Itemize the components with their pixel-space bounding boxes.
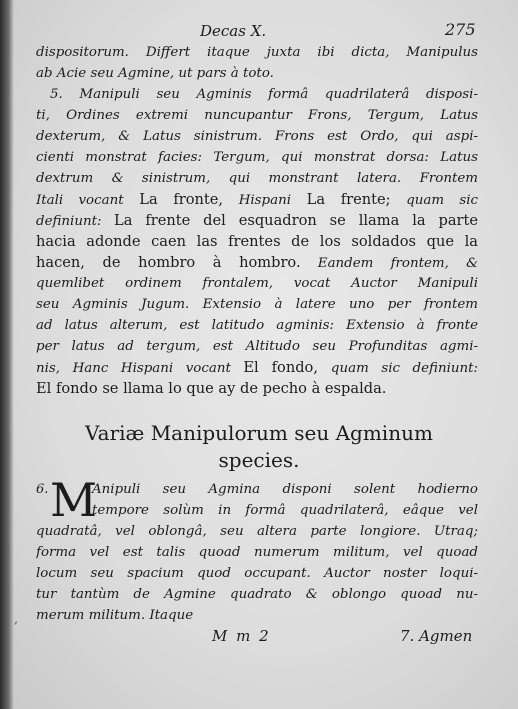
text-line: ad latus alterum, est latitudo agminis: Extensio à fronte xyxy=(36,318,478,333)
text-line xyxy=(36,252,478,273)
text-line: cienti monstrat facies: Tergum, qui monstrat dorsa: Latus xyxy=(36,150,478,165)
text-line: 5. Manipuli seu Agminis formâ quadrilaterâ disposi- xyxy=(50,87,478,102)
text-line: per latus ad tergum, est Altitudo seu Profunditas agmi- xyxy=(36,339,478,354)
text-line: forma vel est talis quoad numerum militum, vel quoad xyxy=(36,545,478,560)
text-line xyxy=(36,210,478,231)
text-fragment: El fondo, xyxy=(243,359,331,376)
text-line: ti, Ordines extremi nuncupantur Frons, Tergum, Latus xyxy=(36,108,478,123)
text-line: quadratâ, vel oblongâ, seu altera parte longiore. Utraq; xyxy=(36,524,478,539)
text-line xyxy=(36,357,478,378)
page-number: 275 xyxy=(445,20,476,39)
text-fragment: Itali vocant xyxy=(36,193,124,208)
text-line xyxy=(36,189,478,210)
text-fragment: definiunt: xyxy=(36,214,115,229)
text-line: tempore solùm in formâ quadrilaterâ, eâque vel xyxy=(92,503,478,518)
page-header xyxy=(0,20,518,44)
text-line: El fondo se llama lo que ay de pecho à espalda. xyxy=(36,380,387,397)
drop-capital: M xyxy=(50,473,98,527)
text-fragment: La frente; xyxy=(291,191,407,208)
text-line: locum seu spacium quod occupant. Auctor noster loqui- xyxy=(36,566,478,581)
text-fragment: Eandem frontem, & xyxy=(300,256,478,271)
text-fragment: Hispani xyxy=(238,193,291,208)
running-title: Decas X. xyxy=(200,22,267,40)
text-line: dexterum, & Latus sinistrum. Frons est Ordo, qui aspi- xyxy=(36,129,478,144)
text-fragment: La fronte, xyxy=(123,191,239,208)
paragraph-number: 6. xyxy=(36,482,49,497)
text-line: Anipuli seu Agmina disponi solent hodierno xyxy=(92,482,478,497)
page-footer xyxy=(0,627,518,651)
signature-mark: M m 2 xyxy=(212,627,271,645)
text-fragment: nis, Hanc Hispani vocant xyxy=(36,361,244,376)
text-line: ab Acie seu Agmine, ut pars à toto. xyxy=(36,66,274,81)
text-line: dispositorum. Differt itaque juxta ibi dicta, Manipulus xyxy=(36,45,478,60)
catchword: 7. Agmen xyxy=(400,627,473,645)
text-line: quemlibet ordinem frontalem, vocat Auctor Manipuli xyxy=(36,276,478,291)
text-fragment: quam sic xyxy=(406,193,478,208)
section-title xyxy=(36,420,482,474)
paragraph-6 xyxy=(36,473,478,626)
text-fragment: La frente del esquadron se llama la parte xyxy=(114,212,478,229)
body-text xyxy=(36,42,478,399)
page-gutter-shadow xyxy=(0,0,14,709)
text-line: tur tantùm de Agmine quadrato & oblongo quoad nu- xyxy=(36,587,478,602)
text-fragment: quam sic definiunt: xyxy=(330,361,478,376)
text-line: hacia adonde caen las frentes de los soldados que la xyxy=(36,233,478,250)
text-line: dextrum & sinistrum, qui monstrant latera. Frontem xyxy=(36,171,478,186)
section-title-line: species. xyxy=(218,448,300,472)
margin-mark: , xyxy=(14,612,19,627)
section-title-line: Variæ Manipulorum seu Agminum xyxy=(85,421,433,445)
text-line: merum militum. Itaque xyxy=(36,608,194,623)
text-fragment: hacen, de hombro à hombro. xyxy=(36,254,301,271)
text-line: seu Agminis Jugum. Extensio à latere uno per frontem xyxy=(36,297,478,312)
